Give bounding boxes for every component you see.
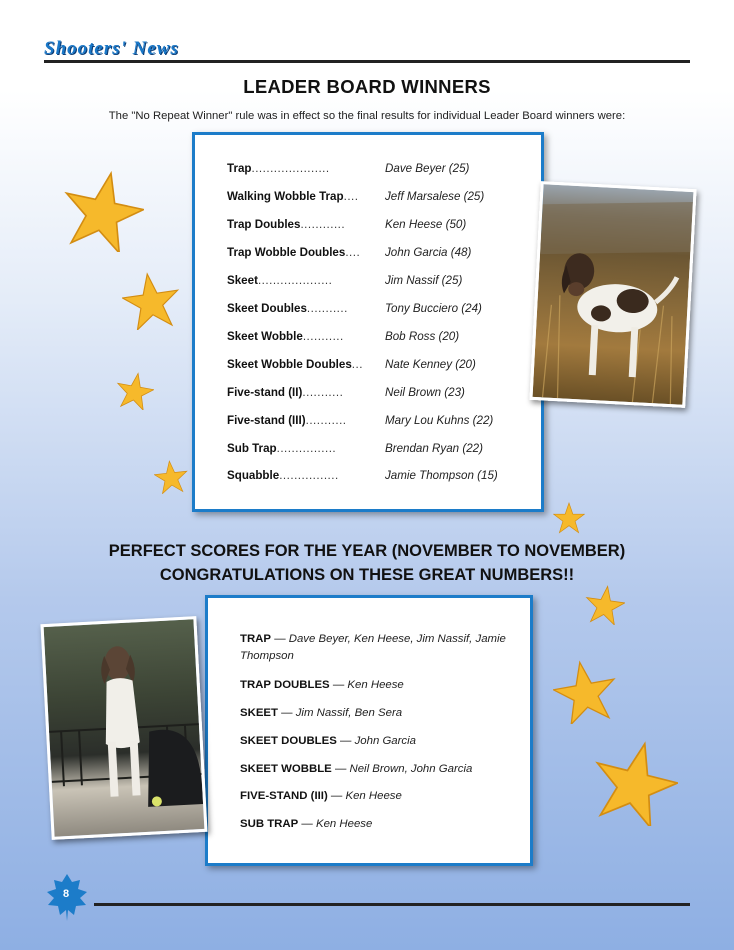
perfect-score-names: Ken Heese (345, 790, 402, 802)
em-dash: — (274, 633, 286, 645)
dog-silhouette (533, 184, 694, 405)
perfect-score-category: SKEET WOBBLE (240, 763, 332, 775)
dog-silhouette (44, 619, 205, 837)
dot-leader: .... (343, 190, 359, 203)
leader-category: Skeet Wobble (227, 330, 303, 343)
leader-board-title: LEADER BOARD WINNERS (243, 76, 491, 97)
leader-category: Squabble (227, 469, 280, 482)
perfect-score-category: SKEET DOUBLES (240, 735, 337, 747)
perfect-score-category: TRAP (240, 633, 272, 645)
leader-winner: Tony Bucciero (24) (385, 302, 482, 315)
leader-category: Skeet (227, 274, 258, 287)
star-icon (62, 170, 144, 252)
leader-category: Trap Doubles (227, 218, 301, 231)
dot-leader: ........... (305, 414, 347, 427)
perfect-score-row (240, 816, 510, 833)
leader-row (227, 414, 494, 427)
perfect-score-names: Dave Beyer, Ken Heese, Jim Nassif, Jamie Thompson (240, 633, 506, 662)
perfect-score-row (240, 761, 510, 778)
star-icon (585, 585, 625, 625)
leader-winner: Neil Brown (23) (385, 386, 465, 399)
leader-board-intro: The "No Repeat Winner" rule was in effect so the final results for individual Leader Board winners were: (108, 110, 626, 122)
leader-row (227, 302, 482, 315)
dot-leader: ........... (302, 386, 344, 399)
leader-category: Trap (227, 162, 252, 175)
leader-row (227, 330, 460, 343)
leader-row (227, 162, 470, 175)
leader-category: Sub Trap (227, 442, 277, 455)
star-icon (592, 740, 678, 826)
perfect-score-category: TRAP DOUBLES (240, 679, 330, 691)
masthead-logo: Shooters' News (44, 38, 179, 59)
perfect-score-category: SKEET (240, 707, 278, 719)
dot-leader: ........... (306, 302, 348, 315)
star-icon (553, 502, 585, 534)
dot-leader: ............ (300, 218, 346, 231)
perfect-scores-title (0, 539, 734, 587)
leader-row (227, 386, 465, 399)
leader-category: Walking Wobble Trap (227, 190, 344, 203)
leader-winner: Nate Kenney (20) (385, 358, 476, 371)
leader-winner: Bob Ross (20) (385, 330, 460, 343)
leader-winner: Jim Nassif (25) (385, 274, 463, 287)
dot-leader: ................ (279, 469, 339, 482)
dog-on-patio-photo (40, 616, 207, 840)
em-dash: — (301, 818, 313, 830)
leader-row (227, 469, 498, 482)
leader-winner: Dave Beyer (25) (385, 162, 470, 175)
leader-winner: Jamie Thompson (15) (385, 469, 498, 482)
leader-row (227, 358, 476, 371)
perfect-score-category: FIVE-STAND (III) (240, 790, 328, 802)
leader-category: Skeet Doubles (227, 302, 307, 315)
perfect-score-names: Ken Heese (315, 818, 373, 830)
em-dash: — (332, 679, 345, 691)
dot-leader: ..................... (251, 162, 330, 175)
leader-winner: Ken Heese (50) (385, 218, 467, 231)
leader-winner: Brendan Ryan (22) (385, 442, 483, 455)
leader-board-box (192, 132, 544, 512)
em-dash: — (340, 735, 352, 747)
leader-winner: Jeff Marsalese (25) (385, 190, 485, 203)
leader-row (227, 190, 485, 203)
leader-row (227, 274, 463, 287)
perfect-scores-title-line1: PERFECT SCORES FOR THE YEAR (NOVEMBER TO NOVEMBER) (108, 542, 626, 560)
perfect-scores-title-line2: CONGRATULATIONS ON THESE GREAT NUMBERS!! (159, 566, 575, 584)
page-number: 8 (62, 888, 70, 900)
dot-leader: ... (351, 358, 363, 371)
perfect-score-row (240, 677, 510, 694)
star-icon (116, 372, 154, 410)
header-rule (44, 60, 690, 63)
perfect-scores-box (205, 595, 533, 866)
leader-category: Trap Wobble Doubles (227, 246, 346, 259)
footer-rule (94, 903, 690, 906)
leader-row (227, 442, 483, 455)
em-dash: — (334, 763, 347, 775)
leader-category: Skeet Wobble Doubles (227, 358, 352, 371)
perfect-score-row (240, 733, 510, 750)
dog-in-field-photo (529, 181, 696, 408)
leader-winner: Mary Lou Kuhns (22) (385, 414, 494, 427)
leader-winner: John Garcia (48) (385, 246, 472, 259)
em-dash: — (281, 707, 293, 719)
perfect-score-names: Ken Heese (347, 679, 404, 691)
perfect-score-names: Jim Nassif, Ben Sera (295, 707, 403, 719)
dot-leader: ................ (276, 442, 337, 455)
star-icon (154, 460, 188, 494)
em-dash: — (330, 790, 343, 802)
perfect-score-row (240, 631, 510, 665)
leader-row (227, 246, 472, 259)
perfect-score-names: Neil Brown, John Garcia (349, 763, 473, 775)
leader-category: Five-stand (III) (227, 414, 306, 427)
dot-leader: ........... (302, 330, 344, 343)
perfect-score-row (240, 788, 510, 805)
leader-row (227, 218, 467, 231)
leader-category: Five-stand (II) (227, 386, 303, 399)
perfect-score-row (240, 705, 510, 722)
star-icon (122, 272, 180, 330)
perfect-score-category: SUB TRAP (240, 818, 299, 830)
dot-leader: .................... (257, 274, 333, 287)
dot-leader: .... (345, 246, 361, 259)
star-icon (553, 660, 617, 724)
perfect-score-names: John Garcia (354, 735, 416, 747)
